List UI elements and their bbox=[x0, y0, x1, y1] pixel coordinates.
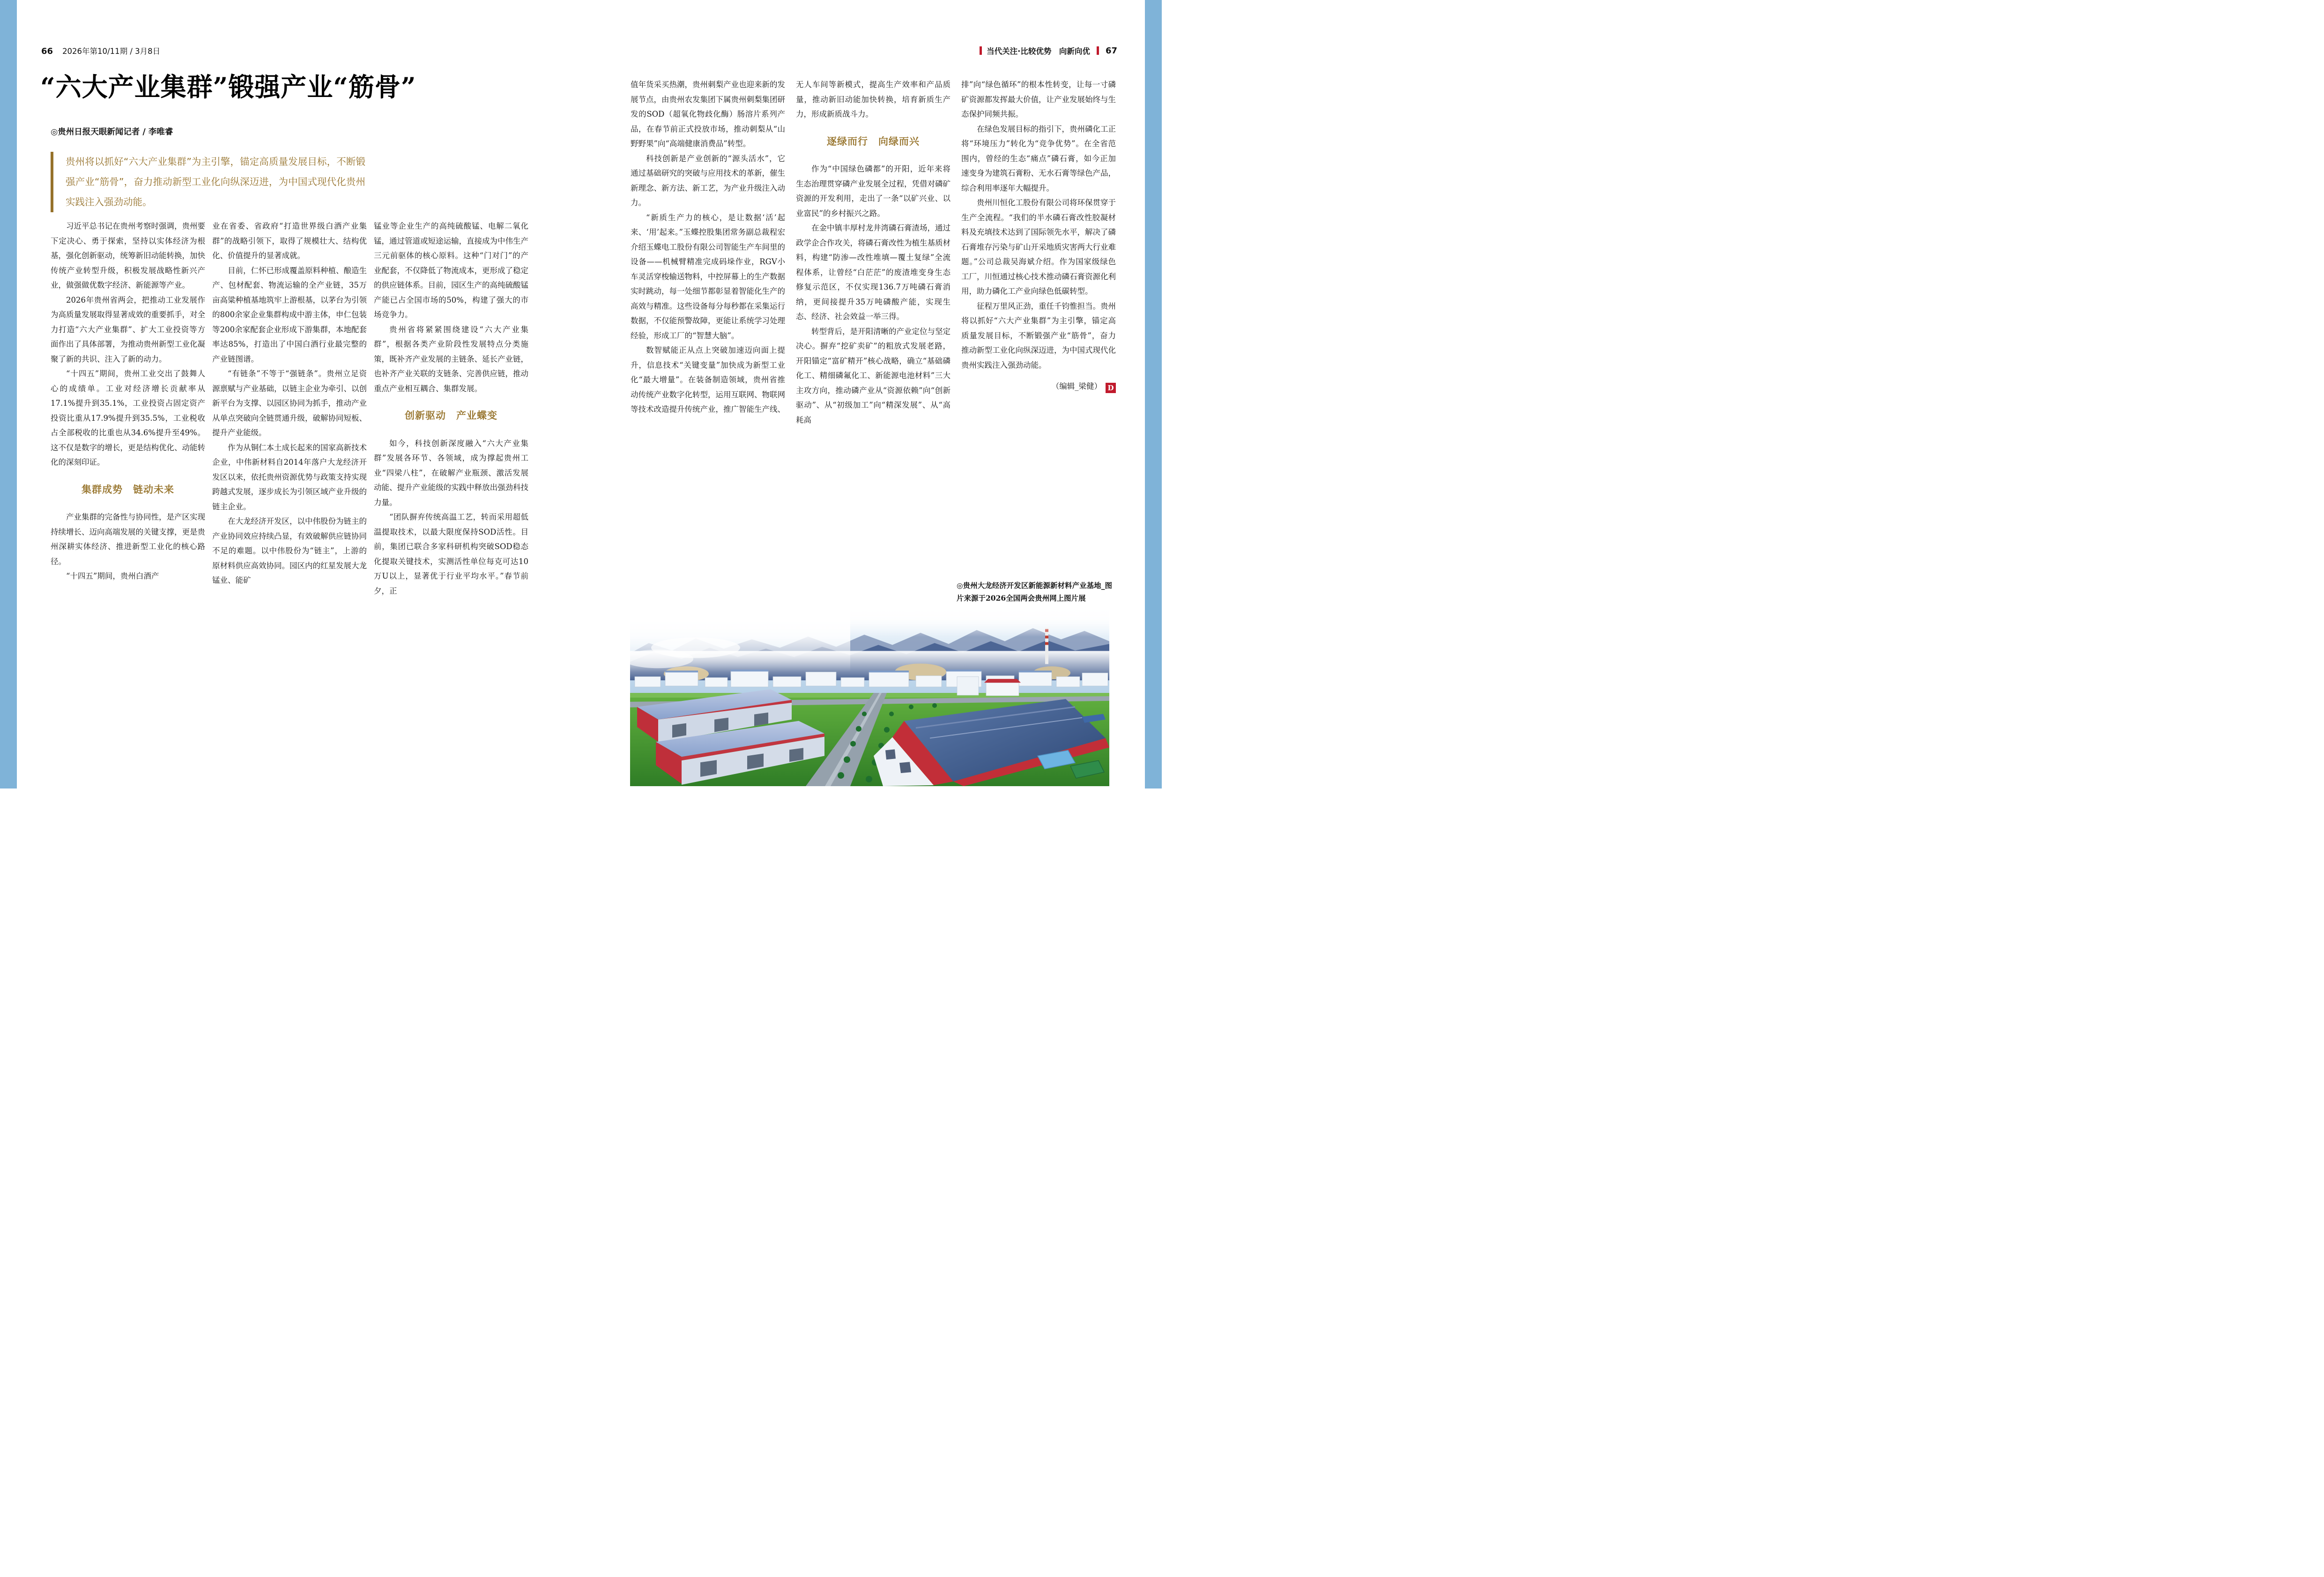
paragraph: “团队摒弃传统高温工艺，转而采用超低温提取技术，以最大限度保持SOD活性。目前，集团已联合多家科研机构突破SOD稳态化提取关键技术，实测活性单位每克可达10万U以上，显著优于行业平均水平。”春节前夕，正 bbox=[374, 513, 528, 595]
article-byline: ◎贵州日报天眼新闻记者 / 李唯睿 bbox=[51, 127, 173, 137]
text-column-1 bbox=[51, 219, 205, 774]
paragraph: 2026年贵州省两会，把推动工业发展作为高质量发展取得显著成效的重要抓手，对全力打造“六大产业集群”、扩大工业投资等方面作出了具体部署，为推动贵州新型工业化凝聚了新的共识、注入了新的动力。 bbox=[51, 295, 205, 364]
paragraph: 数智赋能正从点上突破加速迈向面上提升，信息技术“关键变量”加快成为新型工业化“最大增量”。在装备制造领域，贵州省推动传统产业数字化转型，运用互联网、物联网等技术改造提升传统产业，推广智能生产线、 bbox=[631, 346, 785, 414]
right-page-header bbox=[980, 45, 1117, 56]
section-heading: 逐绿而行 向绿而兴 bbox=[827, 135, 920, 147]
text-column-4 bbox=[631, 77, 785, 649]
paragraph: 无人车间等新模式，提高生产效率和产品质量，推动新旧动能加快转换，培育新质生产力，形成新质战斗力。 bbox=[796, 80, 950, 119]
paragraph: 作为从铜仁本土成长起来的国家高新技术企业，中伟新材料自2014年落户大龙经济开发区以来，依托贵州资源优势与政策支持实现跨越式发展，逐步成长为引领区域产业升级的链主企业。 bbox=[212, 443, 367, 511]
paragraph: 在大龙经济开发区，以中伟股份为链主的产业协同效应持续凸显，有效破解供应链协同不足的难题。以中伟股份为“链主”，上游的原材料供应高效协同。园区内的红星发展大龙锰业、能矿 bbox=[212, 517, 367, 585]
paragraph: 在金中镇丰厚村龙井湾磷石膏渣场，通过政学企合作攻关，将磷石膏改性为植生基质材料，构建“防渗—改性堆填—覆土复绿”全流程体系，让曾经“白茫茫”的废渣堆变身生态修复示范区，不仅实现136.7万吨磷石膏消纳，更间接提升35万吨磷酸产能，实现生态、经济、社会效益一举三得。 bbox=[796, 223, 950, 321]
paragraph: “新质生产力的核心，是让数据‘活’起来、‘用’起来。”玉蝶控股集团常务副总裁程宏介绍玉蝶电工股份有限公司智能生产车间里的设备——机械臂精准完成码垛作业，RGV小车灵活穿梭输送物料，中控屏幕上的生产数据实时跳动，每一处细节都彰显着智能化生产的高效与精准。这些设备每分每秒都在采集运行数据，不仅能预警故障，更能让系统学习处理经验，形成工厂的“智慧大脑”。 bbox=[631, 213, 785, 340]
editor-credit bbox=[961, 379, 1116, 394]
section-heading: 创新驱动 产业蝶变 bbox=[405, 410, 497, 421]
article-title: “六大产业集群”锻强产业“筋骨” bbox=[40, 72, 416, 102]
section-name: 当代关注·比较优势 向新向优 bbox=[987, 47, 1090, 56]
text-column-6 bbox=[961, 77, 1116, 394]
right-edge-stripe bbox=[1145, 0, 1162, 788]
issue-date: 2026年第10/11期 / 3月8日 bbox=[62, 47, 161, 56]
photo-caption: ◎贵州大龙经济开发区新能源新材料产业基地_图片来源于2026全国两会贵州网上图片展 bbox=[957, 581, 1112, 603]
paragraph: “有链条”不等于“强链条”。贵州立足资源禀赋与产业基础，以链主企业为牵引、以创新平台为支撑、以园区协同为抓手，推动产业从单点突破向全链贯通升级，破解协同短板、提升产业能级。 bbox=[212, 369, 367, 437]
paragraph: 产业集群的完备性与协同性，是产区实现持续增长、迈向高端发展的关键支撑，更是贵州深耕实体经济、推进新型工业化的核心路径。 bbox=[51, 513, 205, 566]
text-column-3 bbox=[374, 219, 528, 774]
paragraph: 排”向“绿色循环”的根本性转变，让每一寸磷矿资源都发挥最大价值，让产业发展始终与生态保护同频共振。 bbox=[961, 80, 1116, 119]
paragraph: 科技创新是产业创新的“源头活水”，它通过基础研究的突破与应用技术的革新，催生新理念、新方法、新工艺，为产业升级注入动力。 bbox=[631, 154, 785, 207]
paragraph: 如今，科技创新深度融入“六大产业集群”发展各环节、各领域，成为撑起贵州工业“四梁八柱”，在破解产业瓶颈、激活发展动能、提升产业能级的实践中释放出强劲科技力量。 bbox=[374, 439, 528, 507]
magazine-logo-d: D bbox=[1106, 383, 1116, 393]
left-page-number: 66 bbox=[41, 46, 53, 56]
left-page-header bbox=[41, 45, 160, 56]
paragraph: 贵州川恒化工股份有限公司将环保贯穿于生产全流程。“我们的半水磷石膏改性胶凝材料及充填技术达到了国际领先水平，解决了磷石膏堆存污染与矿山开采地质灾害两大行业难题。”公司总裁吴海斌介绍。作为国家级绿色工厂，川恒通过核心技术推动磷石膏资源化利用，助力磷化工产业向绿色低碳转型。 bbox=[961, 198, 1116, 296]
paragraph: “十四五”期间，贵州工业交出了鼓舞人心的成绩单。工业对经济增长贡献率从17.1%提升到35.1%，工业投资占固定资产投资比重从17.9%提升到35.5%，工业税收占全部税收的比重也从34.6%提升至49%。这不仅是数字的增长，更是结构优化、动能转化的深刻印证。 bbox=[51, 369, 205, 467]
paragraph: 值年货采买热潮，贵州刺梨产业也迎来新的发展节点，由贵州农发集团下属贵州刺梨集团研发的SOD（超氧化物歧化酶）肠溶片系列产品，在春节前正式投放市场，推动刺梨从“山野野果”向“高端健康消费品”转型。 bbox=[631, 80, 785, 148]
editor-name: （编辑_梁健） bbox=[1051, 382, 1102, 391]
right-page-number: 67 bbox=[1105, 45, 1117, 56]
section-heading: 集群成势 链动未来 bbox=[82, 484, 174, 495]
paragraph: “十四五”期间，贵州白酒产 bbox=[66, 572, 159, 580]
left-edge-stripe bbox=[0, 0, 17, 788]
paragraph: 转型背后，是开阳清晰的产业定位与坚定决心。摒弃“挖矿卖矿”的粗放式发展老路，开阳锚定“富矿精开”核心战略，确立“基础磷化工、精细磷氟化工、新能源电池材料”三大主攻方向，推动磷产业从“资源依赖”向“创新驱动”、从“初级加工”向“精深发展”、从“高耗高 bbox=[796, 327, 950, 424]
paragraph: 征程万里风正劲，重任千钧惟担当。贵州将以抓好“六大产业集群”为主引擎，锚定高质量发展目标，不断锻强产业“筋骨”，奋力推动新型工业化向纵深迈进，为中国式现代化贵州实践注入强劲动能。 bbox=[961, 301, 1116, 370]
paragraph: 目前，仁怀已形成覆盖原料种植、酿造生产、包材配套、物流运输的全产业链，35万亩高粱种植基地筑牢上游根基，以茅台为引领的800余家企业集群构成中游主体，申仁包装等200余家配套企业形成下游集群，本地配套率达85%，打造出了中国白酒行业最完整的产业链图谱。 bbox=[212, 266, 367, 364]
article-lede: 贵州将以抓好“六大产业集群”为主引擎，锚定高质量发展目标，不断锻强产业“筋骨”，奋力推动新型工业化向纵深迈进，为中国式现代化贵州实践注入强劲动能。 bbox=[51, 152, 365, 212]
paragraph: 作为“中国绿色磷都”的开阳，近年来将生态治理贯穿磷产业发展全过程，凭借对磷矿资源的开发利用，走出了一条“以矿兴业、以业富民”的乡村振兴之路。 bbox=[796, 164, 950, 218]
text-column-5 bbox=[796, 77, 950, 649]
paragraph: 在绿色发展目标的指引下，贵州磷化工正将“环境压力”转化为“竞争优势”。在全省范围内，曾经的生态“痛点”磷石膏，如今正加速变身为建筑石膏粉、无水石膏等绿色产品，综合利用率逐年大幅提升。 bbox=[961, 124, 1116, 193]
paragraph: 业在省委、省政府“打造世界级白酒产业集群”的战略引领下，取得了规模壮大、结构优化、价值提升的显著成就。 bbox=[212, 222, 367, 260]
paragraph: 贵州省将紧紧围绕建设“六大产业集群”，根据各类产业阶段性发展特点分类施策，既补齐产业发展的主链条、延长产业链，也补齐产业关联的支链条、完善供应链，推动重点产业相互耦合、集群发展。 bbox=[374, 325, 528, 393]
red-bar-icon bbox=[1097, 46, 1099, 55]
magazine-spread bbox=[0, 0, 1162, 788]
paragraph: 习近平总书记在贵州考察时强调，贵州要下定决心、勇于探索，坚持以实体经济为根基，强化创新驱动，统筹新旧动能转换，加快传统产业转型升级，积极发展战略性新兴产业，做强做优数字经济、新能源等产业。 bbox=[51, 222, 205, 290]
red-bar-icon bbox=[980, 46, 982, 55]
text-column-2 bbox=[212, 219, 367, 774]
paragraph: 锰业等企业生产的高纯硫酸锰、电解二氧化锰，通过管道或短途运输，直接成为中伟生产三元前驱体的核心原料。这种“门对门”的产业配套，不仅降低了物流成本，更形成了稳定的供应链体系。目前，园区生产的高纯硫酸锰产能已占全国市场的50%，构建了强大的市场竞争力。 bbox=[374, 222, 528, 319]
